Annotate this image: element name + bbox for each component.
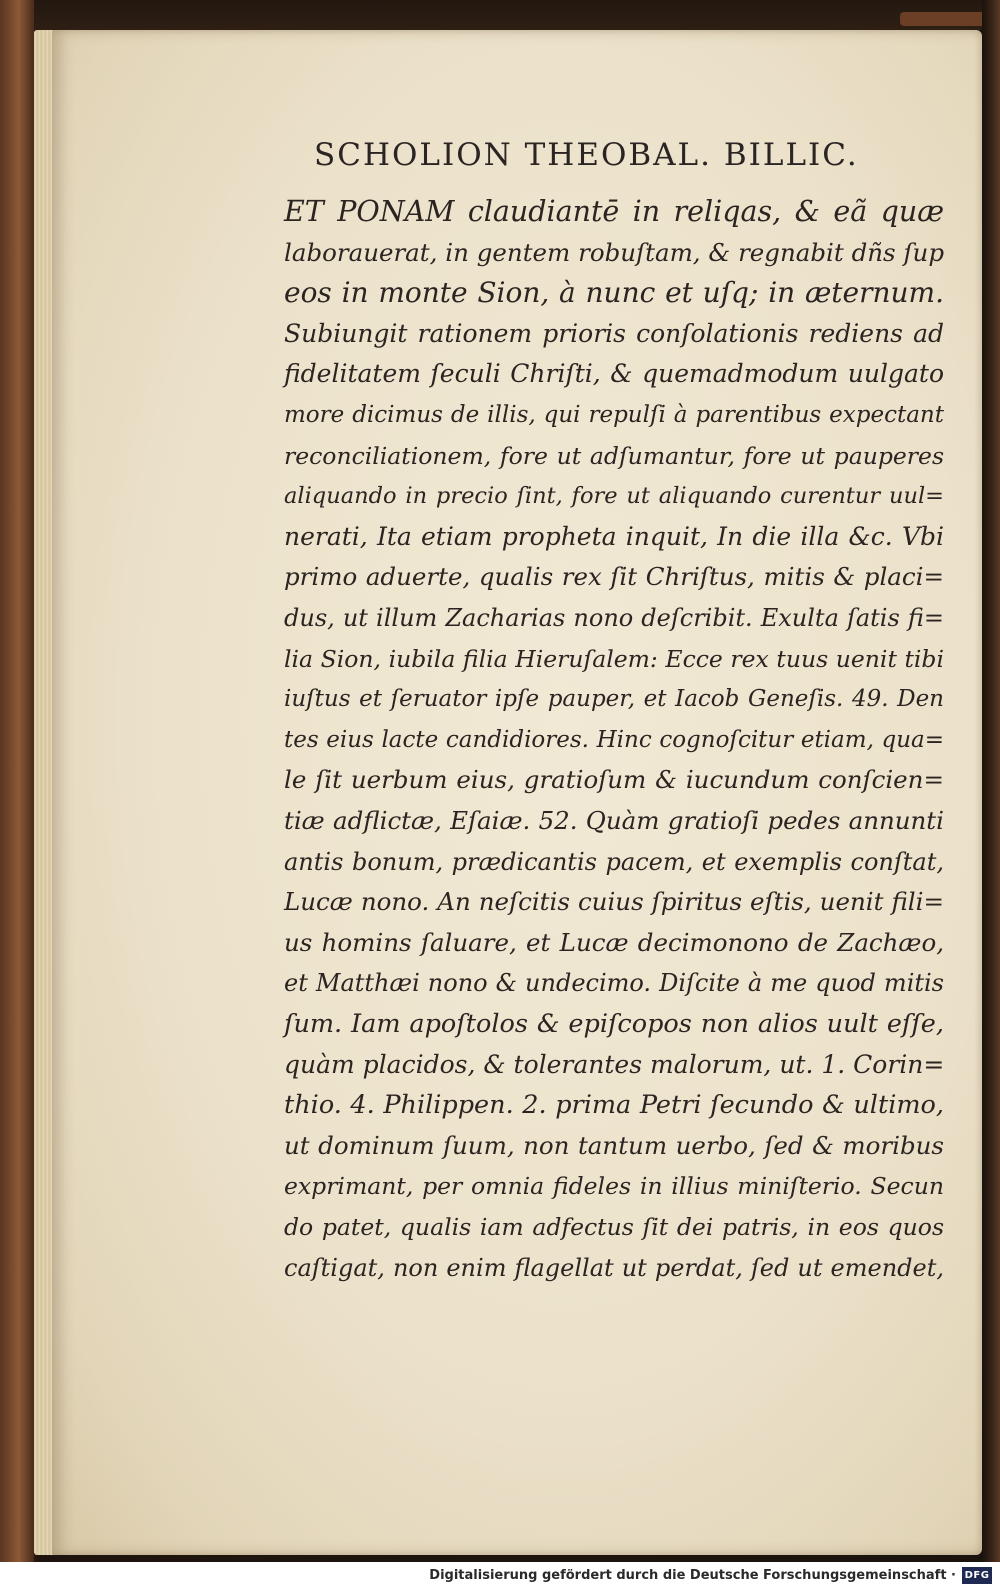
text-line: fidelitatem ſeculi Chriſti, & quemadmodum uulgato [284,359,944,389]
text-line: le ſit uerbum eius, gratioſum & iucundum conſcien= [284,765,944,795]
text-line: more dicimus de illis, qui repulſi à parentibus expectant [284,402,944,428]
text-line: Subiungit rationem prioris conſolationis rediens ad [284,318,944,348]
text-line: ſum. Iam apoſtolos & epiſcopos non alios uult eſſe, [284,1009,944,1039]
text-line: do patet, qualis iam adfectus ſit dei patris, in eos quos [284,1213,944,1241]
text-line: Lucæ nono. An neſcitis cuius ſpiritus eſtis, uenit fili= [284,887,944,917]
book-cover-right-edge [982,0,1000,1590]
running-head: SCHOLION THEOBAL. BILLIC. [314,137,859,173]
text-line: reconciliationem, fore ut adſumantur, fore ut pauperes [284,441,944,470]
text-line: antis bonum, prædicantis pacem, et exemplis conſtat, [284,847,944,876]
text-line: nerati, Ita etiam propheta inquit, In die illa &c. Vbi [284,521,944,551]
cover-ornament [900,12,990,26]
text-line: quàm placidos, & tolerantes malorum, ut. 1. Corin= [284,1049,945,1079]
book-spine [0,0,34,1590]
text-line: tiæ adflictæ, Eſaiæ. 52. Quàm gratioſi pedes annunti [284,806,944,835]
text-line: iuſtus et ſeruator ipſe pauper, et Iacob Geneſis. 49. Den [284,686,944,713]
text-line: lia Sion, iubila filia Hieruſalem: Ecce rex tuus uenit tibi [284,644,944,673]
text-line: caſtigat, non enim flagellat ut perdat, ſed ut emendet, [284,1253,944,1282]
text-line: thio. 4. Philippen. 2. prima Petri ſecundo & ultimo, [284,1090,944,1121]
text-line: ET PONAM claudiantē in reliqas, & eã quæ [284,195,944,228]
text-line: laborauerat, in gentem robuſtam, & regnabit dñs ſup [284,237,944,267]
text-line: us homins ſaluare, et Lucæ decimonono de Zachæo, [284,927,944,957]
digitization-footer [0,1562,1000,1590]
text-line: exprimant, per omnia fideles in illius miniſterio. Secun [284,1172,944,1201]
text-line: et Matthæi nono & undecimo. Diſcite à me quod mitis [284,969,944,998]
book-cover-top-edge [0,0,1000,30]
funding-credit: Digitalisierung gefördert durch die Deutsche Forschungsgemeinschaft · [429,1568,956,1583]
text-line: eos in monte Sion, à nunc et uſq; in æternum. [284,276,944,310]
text-line: ut dominum ſuum, non tantum uerbo, ſed & moribus [284,1130,944,1160]
dfg-logo: DFG [962,1567,992,1584]
text-line: tes eius lacte candidiores. Hinc cognoſcitur etiam, qua= [284,726,944,753]
text-line: dus, ut illum Zacharias nono deſcribit. Exulta ſatis fi= [284,604,944,632]
text-line: aliquando in precio ſint, fore ut aliquando curentur uul= [284,483,944,510]
text-line: primo aduerte, qualis rex ſit Chriſtus, mitis & placi= [284,562,944,592]
